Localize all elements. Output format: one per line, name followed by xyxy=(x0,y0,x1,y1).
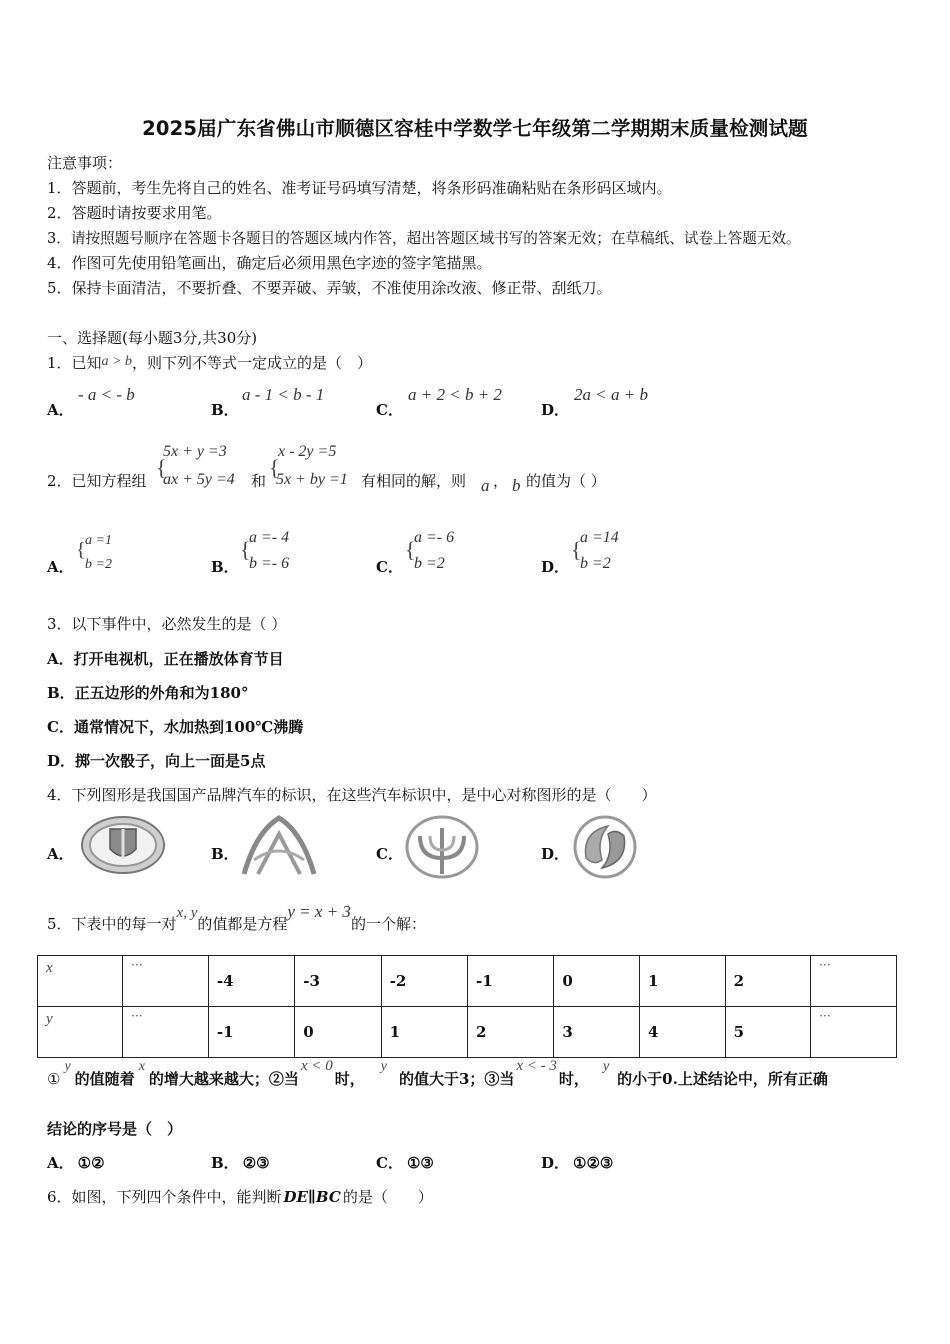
question-2-system-1 xyxy=(156,441,251,497)
question-5-line2: 结论的序号是（ ） xyxy=(47,1120,183,1138)
question-2-option-a-label[interactable]: A． xyxy=(47,558,74,576)
question-5-option-a[interactable] xyxy=(47,1152,105,1173)
question-2-prefix: 2．已知方程组 xyxy=(47,472,147,490)
question-5-stem xyxy=(47,902,426,934)
question-4-option-a-label[interactable]: A． xyxy=(47,845,74,863)
question-5-vars: x, y xyxy=(176,905,198,921)
option-text: ②③ xyxy=(242,1154,270,1172)
question-1-suffix: ，则下列不等式一定成立的是（ ） xyxy=(132,354,373,372)
brace-glyph: { xyxy=(156,455,167,480)
option-d-row-2: b =2 xyxy=(580,555,611,572)
car-logo-d-icon[interactable] xyxy=(572,814,638,880)
question-2-middle: 有相同的解，则 xyxy=(361,472,467,490)
question-5-option-d[interactable] xyxy=(541,1152,613,1173)
question-2-suffix: 的值为（ ） xyxy=(526,472,606,490)
question-1-option-c-label[interactable]: C． xyxy=(376,401,403,419)
system-1-row-2: ax + 5y =4 xyxy=(163,471,235,488)
table-cell: -2 xyxy=(381,956,467,1007)
brace-glyph: { xyxy=(76,539,86,561)
table-row xyxy=(38,956,897,1007)
option-label: A． xyxy=(47,1154,74,1172)
question-1-option-b-label[interactable]: B． xyxy=(211,401,239,419)
question-5-equation: y = x + 3 xyxy=(287,902,351,921)
option-label: B． xyxy=(211,1154,239,1172)
question-2-option-b-label[interactable]: B． xyxy=(211,558,239,576)
notice-item: 3．请按照题号顺序在答题卡各题目的答题区域内作答，超出答题区域书写的答案无效；在草稿纸、试卷上答题无效。 xyxy=(47,230,801,247)
question-2-var-b: b xyxy=(512,476,521,495)
question-1-option-d-expr: 2a < a + b xyxy=(574,385,648,404)
question-5-option-c[interactable] xyxy=(376,1152,434,1173)
conclusion-cond: x < 0 xyxy=(300,1058,333,1074)
table-cell: y xyxy=(38,1007,123,1058)
question-1-condition: a > b xyxy=(101,354,132,369)
question-2-var-a: a xyxy=(481,476,490,495)
option-a-row-1: a =1 xyxy=(85,533,112,548)
system-2-row-1: x - 2y =5 xyxy=(278,443,337,460)
car-logo-b-icon[interactable] xyxy=(238,812,320,880)
question-2-separator: ， xyxy=(493,472,509,490)
question-3-option-c[interactable]: C．通常情况下，水加热到100℃沸腾 xyxy=(47,718,304,736)
question-1-option-b-expr: a - 1 < b - 1 xyxy=(242,385,325,404)
question-1-option-a-label[interactable]: A． xyxy=(47,401,74,419)
conclusion-text: 的增大越来越大；②当 xyxy=(148,1070,299,1088)
conclusion-cond: x < - 3 xyxy=(516,1058,557,1074)
table-cell: 2 xyxy=(725,956,811,1007)
question-2-option-a-system xyxy=(76,531,136,579)
option-label: C． xyxy=(376,1154,403,1172)
conclusion-text: 时， xyxy=(558,1070,589,1088)
conclusion-var: x xyxy=(138,1059,145,1074)
conclusion-var: y xyxy=(602,1059,610,1074)
option-a-row-2: b =2 xyxy=(85,557,112,572)
question-2-option-d-system xyxy=(571,527,641,579)
notice-item: 5．保持卡面清洁，不要折叠、不要弄破、弄皱，不准使用涂改液、修正带、刮纸刀。 xyxy=(47,279,612,297)
question-3-option-a[interactable]: A．打开电视机，正在播放体育节目 xyxy=(47,650,284,668)
question-2-option-b-system xyxy=(240,527,310,579)
question-4-option-b-label[interactable]: B． xyxy=(211,845,239,863)
brace-glyph: { xyxy=(240,537,251,562)
question-5-suffix: 的一个解： xyxy=(350,915,426,933)
table-cell: 2 xyxy=(468,1007,554,1058)
question-1-stem xyxy=(47,352,372,373)
option-label: D． xyxy=(541,1154,570,1172)
car-logo-a-icon[interactable] xyxy=(80,815,166,875)
question-4-option-d-label[interactable]: D． xyxy=(541,845,570,863)
table-cell: 0 xyxy=(554,956,640,1007)
question-2-option-c-system xyxy=(405,527,475,579)
table-cell: 4 xyxy=(639,1007,725,1058)
table-row xyxy=(38,1007,897,1058)
table-cell: 3 xyxy=(554,1007,640,1058)
option-b-row-1: a =- 4 xyxy=(249,529,290,546)
option-c-row-2: b =2 xyxy=(414,555,445,572)
system-1-row-1: 5x + y =3 xyxy=(163,443,227,460)
question-1-option-c-expr: a + 2 < b + 2 xyxy=(408,385,502,404)
table-cell: -1 xyxy=(208,1007,294,1058)
table-cell: 5 xyxy=(725,1007,811,1058)
table-cell: ··· xyxy=(811,1007,897,1058)
option-c-row-1: a =- 6 xyxy=(414,529,455,546)
table-cell: -3 xyxy=(295,956,381,1007)
question-5-conclusions xyxy=(47,1058,828,1089)
table-cell: 1 xyxy=(381,1007,467,1058)
question-3-stem: 3．以下事件中，必然发生的是（ ） xyxy=(47,615,287,633)
question-1-option-d-label[interactable]: D． xyxy=(541,401,570,419)
conclusion-text: 的值随着 xyxy=(74,1070,135,1088)
table-cell: ··· xyxy=(123,956,209,1007)
solution-table xyxy=(37,955,897,1058)
question-2-option-c-label[interactable]: C． xyxy=(376,558,403,576)
table-cell: ··· xyxy=(123,1007,209,1058)
question-6-expr: DE∥BC xyxy=(283,1188,341,1206)
question-4-stem: 4．下列图形是我国国产品牌汽车的标识，在这些汽车标识中，是中心对称图形的是（ ） xyxy=(47,786,657,804)
car-logo-c-icon[interactable] xyxy=(404,814,480,880)
system-2-row-2: 5x + by =1 xyxy=(276,471,348,488)
question-1-prefix: 1．已知 xyxy=(47,354,102,372)
question-5-option-b[interactable] xyxy=(211,1152,270,1173)
table-cell: -4 xyxy=(208,956,294,1007)
question-2-option-d-label[interactable]: D． xyxy=(541,558,570,576)
question-2-system-2 xyxy=(269,441,364,497)
conclusion-text: 时， xyxy=(334,1070,365,1088)
question-5-middle: 的值都是方程 xyxy=(197,915,288,933)
option-text: ①②③ xyxy=(573,1154,614,1172)
conclusion-text: 的值大于3；③当 xyxy=(398,1070,515,1088)
notice-item: 2．答题时请按要求用笔。 xyxy=(47,204,222,222)
option-b-row-2: b =- 6 xyxy=(249,555,290,572)
option-d-row-1: a =14 xyxy=(580,529,619,546)
conclusion-var: y xyxy=(380,1059,387,1074)
question-5-prefix: 5．下表中的每一对 xyxy=(47,915,177,933)
brace-glyph: { xyxy=(571,537,582,562)
conclusion-var: y xyxy=(64,1059,71,1074)
question-6-suffix: 的是（ ） xyxy=(342,1188,433,1206)
option-text: ①② xyxy=(77,1154,105,1172)
table-cell: x xyxy=(38,956,123,1007)
conclusion-text: ① xyxy=(47,1070,61,1088)
table-cell: 1 xyxy=(639,956,725,1007)
notice-heading: 注意事项： xyxy=(47,154,123,172)
question-6-stem xyxy=(47,1186,433,1207)
table-cell: ··· xyxy=(811,956,897,1007)
question-6-prefix: 6．如图，下列四个条件中，能判断 xyxy=(47,1188,282,1206)
notice-item: 4．作图可先使用铅笔画出，确定后必须用黑色字迹的签字笔描黑。 xyxy=(47,254,492,272)
brace-glyph: { xyxy=(405,537,416,562)
page-title: 2025届广东省佛山市顺德区容桂中学数学七年级第二学期期末质量检测试题 xyxy=(142,117,808,140)
question-4-option-c-label[interactable]: C． xyxy=(376,845,403,863)
question-3-option-b[interactable]: B．正五边形的外角和为180° xyxy=(47,684,249,702)
option-text: ①③ xyxy=(406,1154,434,1172)
table-cell: -1 xyxy=(468,956,554,1007)
question-1-option-a-expr: - a < - b xyxy=(78,385,135,404)
table-cell: 0 xyxy=(295,1007,381,1058)
question-2-and: 和 xyxy=(251,472,267,490)
conclusion-text: 的小于0.上述结论中，所有正确 xyxy=(617,1070,828,1088)
notice-item: 1．答题前，考生先将自己的姓名、准考证号码填写清楚，将条形码准确粘贴在条形码区域内。 xyxy=(47,179,672,197)
brace-glyph: { xyxy=(269,455,280,480)
section-heading: 一、选择题(每小题3分,共30分) xyxy=(47,329,258,347)
question-3-option-d[interactable]: D．掷一次骰子，向上一面是5点 xyxy=(47,752,266,770)
